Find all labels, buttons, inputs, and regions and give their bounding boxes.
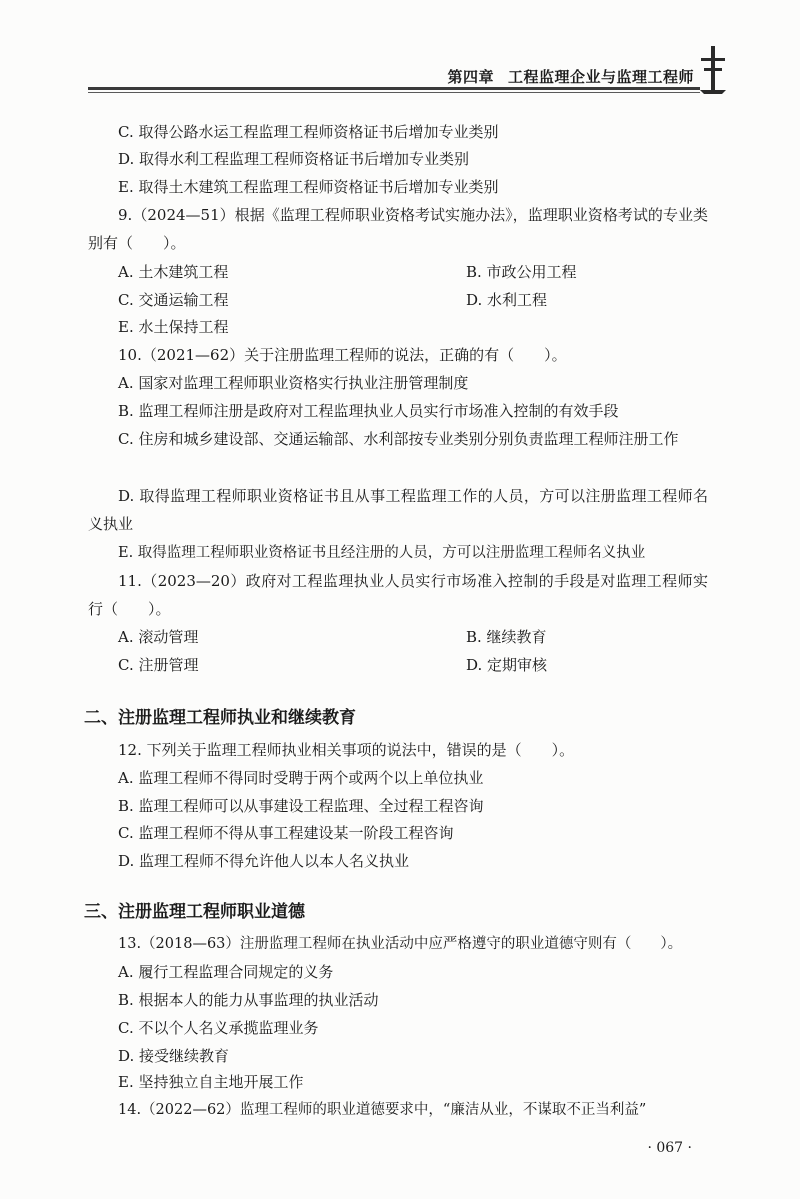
q12-option-c: C. 监理工程师不得从事工程建设某一阶段工程咨询 [118, 824, 454, 842]
q9-option-e: E. 水土保持工程 [118, 318, 229, 336]
q9-option-a: A. 土木建筑工程 [118, 263, 229, 281]
q10-option-c: C. 住房和城乡建设部、交通运输部、水利部按专业类别分别负责监理工程师注册工作 [118, 430, 679, 448]
q10-option-b: B. 监理工程师注册是政府对工程监理执业人员实行市场准入控制的有效手段 [118, 402, 619, 420]
page-number: · 067 · [647, 1140, 692, 1156]
q13-option-e: E. 坚持独立自主地开展工作 [118, 1073, 304, 1091]
q13-option-a: A. 履行工程监理合同规定的义务 [118, 963, 334, 981]
section-heading-3: 三、注册监理工程师职业道德 [84, 902, 305, 922]
header-rule [88, 87, 700, 90]
option-line: D. 取得水利工程监理工程师资格证书后增加专业类别 [118, 150, 470, 168]
question-9-stem: 9.（2024—51）根据《监理工程师职业资格考试实施办法》，监理职业资格考试的专业类别有（ ）。 [88, 206, 708, 252]
q10-option-a: A. 国家对监理工程师职业资格实行执业注册管理制度 [118, 374, 469, 392]
q10-option-d: D. 取得监理工程师职业资格证书且从事工程监理工作的人员，方可以注册监理工程师名义执业 [88, 487, 708, 533]
q12-option-b: B. 监理工程师可以从事建设工程监理、全过程工程咨询 [118, 797, 484, 815]
chapter-title: 工程监理企业与监理工程师 [507, 68, 694, 86]
q11-option-c: C. 注册管理 [118, 656, 199, 674]
q12-option-a: A. 监理工程师不得同时受聘于两个或两个以上单位执业 [118, 769, 484, 787]
section-heading-2: 二、注册监理工程师执业和继续教育 [84, 708, 356, 728]
header-text [447, 66, 694, 87]
pole-icon [696, 44, 730, 96]
question-10-stem: 10.（2021—62）关于注册监理工程师的说法，正确的有（ ）。 [118, 346, 567, 364]
q12-option-d: D. 监理工程师不得允许他人以本人名义执业 [118, 852, 410, 870]
option-line: E. 取得土木建筑工程监理工程师资格证书后增加专业类别 [118, 178, 499, 196]
question-12-stem: 12. 下列关于监理工程师执业相关事项的说法中，错误的是（ ）。 [118, 741, 575, 759]
q11-option-a: A. 滚动管理 [118, 628, 199, 646]
q9-option-c: C. 交通运输工程 [118, 291, 229, 309]
q13-option-b: B. 根据本人的能力从事监理的执业活动 [118, 991, 379, 1009]
header-rule-thin [88, 92, 700, 93]
q13-option-d: D. 接受继续教育 [118, 1047, 230, 1065]
question-11-stem: 11.（2023—20）政府对工程监理执业人员实行市场准入控制的手段是对监理工程师实行（ ）。 [88, 572, 708, 618]
option-line: C. 取得公路水运工程监理工程师资格证书后增加专业类别 [118, 123, 499, 141]
q9-option-b: B. 市政公用工程 [466, 263, 577, 281]
q10-option-e: E. 取得监理工程师职业资格证书且经注册的人员，方可以注册监理工程师名义执业 [118, 545, 646, 561]
q11-option-b: B. 继续教育 [466, 628, 547, 646]
chapter-label: 第四章 [447, 68, 494, 86]
question-13-stem: 13.（2018—63）注册监理工程师在执业活动中应严格遵守的职业道德守则有（ ）。 [118, 936, 683, 952]
q11-option-d: D. 定期审核 [466, 656, 548, 674]
q9-option-d: D. 水利工程 [466, 291, 548, 309]
running-header [88, 58, 724, 94]
question-14-stem: 14.（2022—62）监理工程师的职业道德要求中，“廉洁从业，不谋取不正当利益” [118, 1102, 647, 1118]
q13-option-c: C. 不以个人名义承揽监理业务 [118, 1019, 319, 1037]
